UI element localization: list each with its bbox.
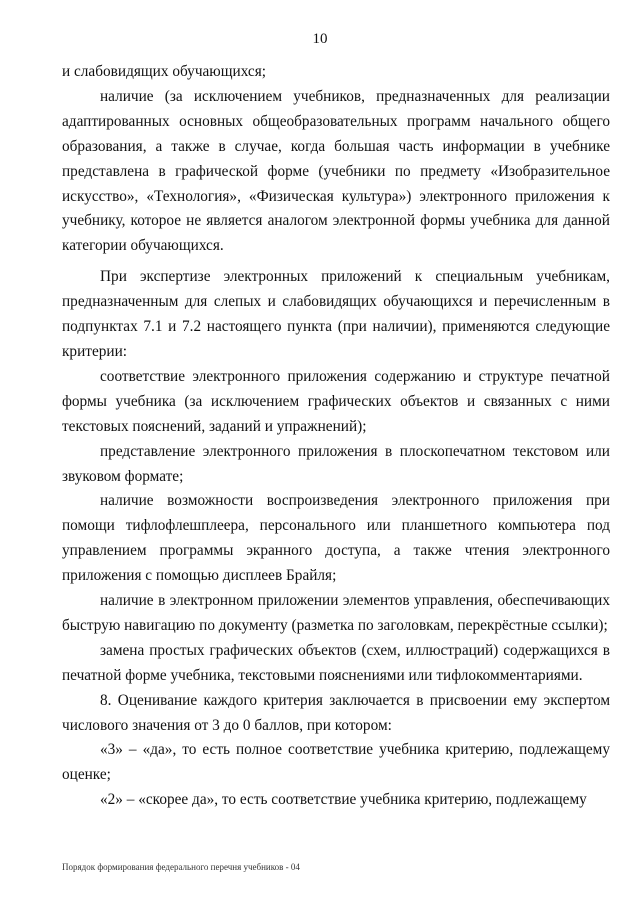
paragraph: соответствие электронного приложения содержанию и структуре печатной формы учебника (за исключением графических объектов и связанных с ними текстовых пояснений, заданий и упражнений); xyxy=(62,367,610,435)
paragraph: «3» – «да», то есть полное соответствие учебника критерию, подлежащему оценке; xyxy=(62,741,610,784)
paragraph: 8. Оценивание каждого критерия заключается в присвоении ему экспертом числового значения от 3 до 0 баллов, при котором: xyxy=(62,691,610,734)
paragraph: наличие возможности воспроизведения электронного приложения при помощи тифлофлешплеера, персонального или планшетного компьютера под управлением программы экранного доступа, а также чтения электронного приложения с помощью дисплеев Брайля; xyxy=(62,492,610,585)
paragraph: представление электронного приложения в плоскопечатном текстовом или звуковом формате; xyxy=(62,442,610,485)
paragraph: «2» – «скорее да», то есть соответствие учебника критерию, подлежащему xyxy=(100,791,587,809)
paragraph: При экспертизе электронных приложений к специальным учебникам, предназначенным для слепых и слабовидящих обучающихся и перечисленным в подпунктах 7.1 и 7.2 настоящего пункта (при наличии), применяются следующие критерии: xyxy=(62,268,610,360)
paragraph-continuation: и слабовидящих обучающихся; xyxy=(62,63,266,80)
document-body xyxy=(62,60,610,813)
paragraph: наличие (за исключением учебников, предназначенных для реализации адаптированных основных общеобразовательных программ начального общего образования, а также в случае, когда большая часть информации в учебнике представлена в графической форме (учебники по предмету «Изобразительное искусство», «Технология», «Физическая культура») электронного приложения к учебнику, которое не является аналогом электронной формы учебника для данной категории обучающихся. xyxy=(62,87,610,255)
page-number: 10 xyxy=(312,31,328,47)
page-footer: Порядок формирования федерального перечня учебников - 04 xyxy=(62,862,300,872)
paragraph: наличие в электронном приложении элементов управления, обеспечивающих быструю навигацию по документу (разметка по заголовкам, перекрёстные ссылки); xyxy=(62,592,610,634)
paragraph: замена простых графических объектов (схем, иллюстраций) содержащихся в печатной форме учебника, текстовыми пояснениями или тифлокомментариями. xyxy=(62,641,610,684)
